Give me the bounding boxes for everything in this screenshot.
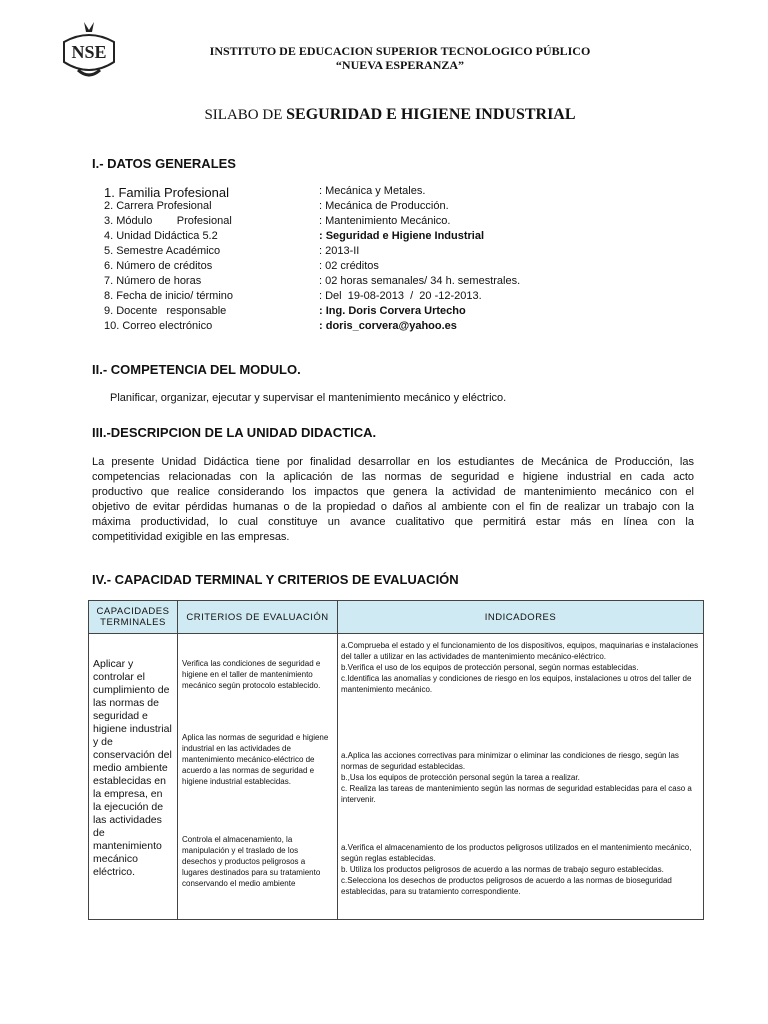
indicator-item: c.Identifica las anomalías y condiciones de riesgo en los equipos, instalaciones u otros del taller de mantenimiento mecánico. xyxy=(341,674,692,694)
criteria-cell xyxy=(178,634,338,920)
indicator-group xyxy=(338,750,703,805)
capacity-cell: Aplicar y controlar el cumplimiento de las normas de seguridad e higiene industrial y de conservación del medio ambiente establecidas en la empresa, en la ejecución de las actividades de mantenimiento mecánico eléctrico. xyxy=(89,634,178,920)
row-label: 4. Unidad Didáctica 5.2 xyxy=(104,230,218,242)
indicator-item: b.Verifica el uso de los equipos de protección personal, según normas establecidas. xyxy=(341,663,639,672)
indicator-item: a.Comprueba el estado y el funcionamiento de los dispositivos, equipos, maquinarias e instalaciones del taller a utilizar en las actividades de mantenimiento mecánico-eléctrico. xyxy=(341,641,699,661)
description-line: competencias relacionadas con la aplicación de las normas de seguridad e higiene industrial en cada acto xyxy=(92,471,694,483)
indicator-item: b. Utiliza los productos peligrosos de acuerdo a las normas de trabajo seguro establecidas. xyxy=(341,865,664,874)
general-data-row xyxy=(104,260,704,275)
general-data-row xyxy=(104,245,704,260)
indicator-group xyxy=(338,640,703,695)
description-paragraph xyxy=(92,455,694,545)
indicator-item: a.Verifica el almacenamiento de los productos peligrosos utilizados en el mantenimiento mecánico, según reglas establecidas. xyxy=(341,843,692,863)
row-label: 1. Familia Profesional xyxy=(104,185,229,200)
row-label: 7. Número de horas xyxy=(104,275,202,287)
general-data-row xyxy=(104,200,704,215)
indicator-item: c.Selecciona los desechos de productos peligrosos de acuerdo a las normas de bioseguridad establecidas, para su tratamiento correspondiente. xyxy=(341,876,672,896)
description-line: máxima productividad, lo cual constituye un avance cualitativo que permitirá estar más en línea con la xyxy=(92,516,694,528)
row-value: : 2013-II xyxy=(319,245,360,257)
section-heading-description: III.-DESCRIPCION DE LA UNIDAD DIDACTICA. xyxy=(92,425,377,440)
header-criteria: CRITERIOS DE EVALUACIÓN xyxy=(178,601,338,634)
row-value: : Mantenimiento Mecánico. xyxy=(319,215,451,227)
row-label: 3. Módulo Profesional xyxy=(104,215,232,227)
section-heading-general-data: I.- DATOS GENERALES xyxy=(92,156,236,171)
row-value: : doris_corvera@yahoo.es xyxy=(319,320,457,332)
row-label: 8. Fecha de inicio/ término xyxy=(104,290,234,302)
general-data-row xyxy=(104,275,704,290)
row-value: : Seguridad e Higiene Industrial xyxy=(319,230,485,242)
row-label: 10. Correo electrónico xyxy=(104,320,213,332)
row-value: : Ing. Doris Corvera Urtecho xyxy=(319,305,466,317)
row-value: : Del 19-08-2013 / 20 -12-2013. xyxy=(319,290,482,302)
section-heading-competence: II.- COMPETENCIA DEL MODULO. xyxy=(92,362,301,377)
title-prefix: SILABO DE xyxy=(204,107,287,123)
general-data-row xyxy=(104,290,704,305)
indicator-group xyxy=(338,842,703,897)
description-line: competitividad exigible en las empresas. xyxy=(92,531,290,543)
institute-logo xyxy=(60,20,118,82)
indicator-item: a.Aplica las acciones correctivas para minimizar o eliminar las condiciones de riesgo, según las normas de seguridad establecidas. xyxy=(341,751,679,771)
title-subject: SEGURIDAD E HIGIENE INDUSTRIAL xyxy=(286,106,576,123)
row-value: : Mecánica y Metales. xyxy=(319,185,426,197)
institute-subname: “NUEVA ESPERANZA” xyxy=(335,58,465,72)
section-heading-capacity: IV.- CAPACIDAD TERMINAL Y CRITERIOS DE EVALUACIÓN xyxy=(92,572,459,587)
institute-name: INSTITUTO DE EDUCACION SUPERIOR TECNOLOGICO PÚBLICO xyxy=(209,44,591,58)
general-data-row xyxy=(104,215,704,230)
general-data-row xyxy=(104,320,704,335)
indicator-item: c. Realiza las tareas de mantenimiento según las normas de seguridad establecidas para el caso a intervenir. xyxy=(341,784,692,804)
description-line: La presente Unidad Didáctica tiene por finalidad desarrollar en los estudiantes de Mecánica de Producción, las xyxy=(92,456,694,468)
row-label: 9. Docente responsable xyxy=(104,305,227,317)
indicators-cell xyxy=(338,634,704,920)
syllabus-title xyxy=(90,106,690,124)
criterion-item: Verifica las condiciones de seguridad e higiene en el taller de mantenimiento mecánico según protocolo establecido. xyxy=(182,659,321,690)
competence-text: Planificar, organizar, ejecutar y supervisar el mantenimiento mecánico y eléctrico. xyxy=(110,392,507,404)
description-line: productivo que realice considerando los impactos que genera la actividad de mantenimiento mecánico con el xyxy=(92,486,694,498)
header-indicators: INDICADORES xyxy=(338,601,704,634)
row-label: 5. Semestre Académico xyxy=(104,245,221,257)
row-value: : 02 horas semanales/ 34 h. semestrales. xyxy=(319,275,521,287)
criterion-item: Controla el almacenamiento, la manipulación y el traslado de los desechos y productos peligrosos a lugares destinados para su tratamiento conservando el medio ambiente xyxy=(182,835,321,888)
row-label: 6. Número de créditos xyxy=(104,260,213,272)
svg-text:NSE: NSE xyxy=(71,42,107,62)
general-data-row xyxy=(104,185,704,200)
description-line: objetivo de evitar pérdidas humanas o de la propiedad o daños al ambiente con el fin de realizar un trabajo con la xyxy=(92,501,694,513)
indicator-item: b.,Usa los equipos de protección personal según la tarea a realizar. xyxy=(341,773,580,782)
row-value: : Mecánica de Producción. xyxy=(319,200,449,212)
general-data-row xyxy=(104,230,704,245)
header-capacities: CAPACIDADES TERMINALES xyxy=(89,601,178,634)
row-value: : 02 créditos xyxy=(319,260,379,272)
criterion-item: Aplica las normas de seguridad e higiene industrial en las actividades de mantenimiento mecánico-eléctrico de acuerdo a las normas de seguridad e higiene industrial establecidas. xyxy=(182,733,329,786)
row-label: 2. Carrera Profesional xyxy=(104,200,212,212)
capacity-table xyxy=(88,600,704,920)
general-data-row xyxy=(104,305,704,320)
